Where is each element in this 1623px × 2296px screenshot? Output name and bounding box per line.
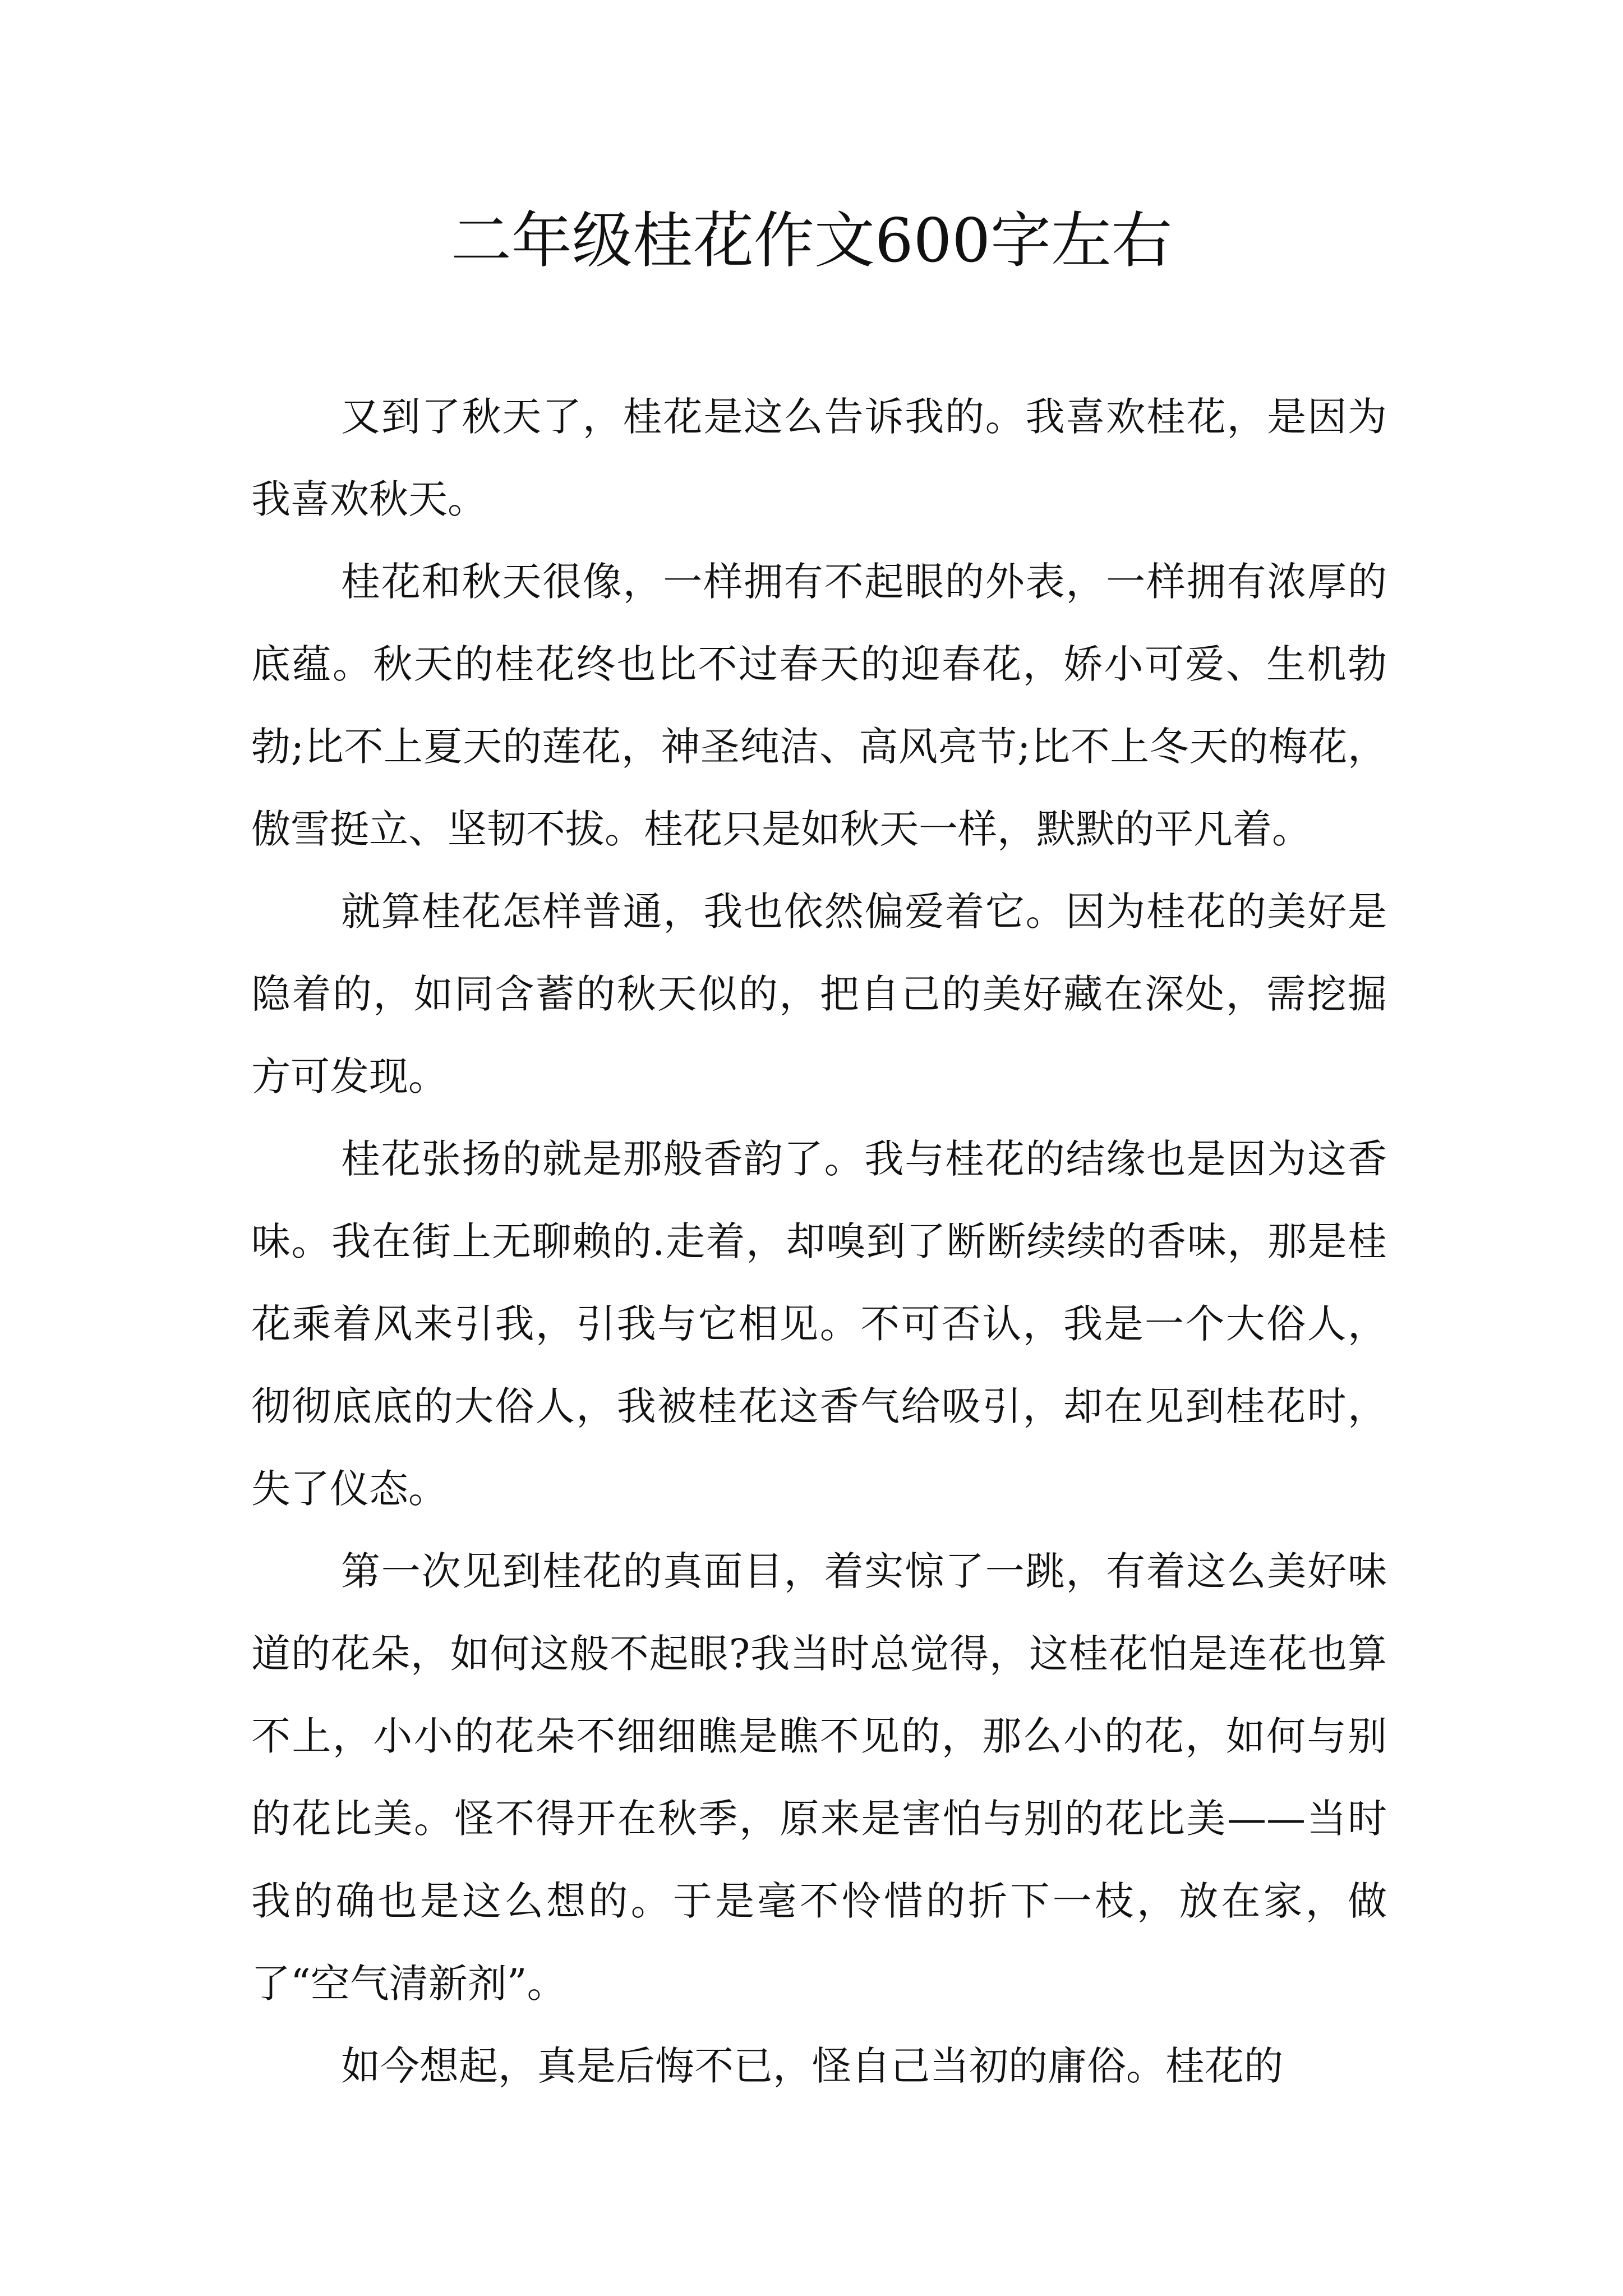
paragraph: 又到了秋天了，桂花是这么告诉我的。我喜欢桂花，是因为我喜欢秋天。 — [251, 394, 1387, 522]
paragraph: 就算桂花怎样普通，我也依然偏爱着它。因为桂花的美好是隐着的，如同含蓄的秋天似的，把自己的美好藏在深处，需挖掘方可发现。 — [251, 889, 1387, 1099]
document-body — [251, 376, 1387, 2108]
paragraph: 如今想起，真是后悔不已，怪自己当初的庸俗。桂花的 — [341, 2043, 1283, 2089]
paragraph: 第一次见到桂花的真面目，着实惊了一跳，有着这么美好味道的花朵，如何这般不起眼?我当时总觉得，这桂花怕是连花也算不上，小小的花朵不细细瞧是瞧不见的，那么小的花，如何与别的花比美。怪不得开在秋季，原来是害怕与别的花比美——当时我的确也是这么想的。于是毫不怜惜的折下一枝，放在家，做了“空气清新剂”。 — [251, 1548, 1387, 2007]
paragraph: 桂花和秋天很像，一样拥有不起眼的外表，一样拥有浓厚的底蕴。秋天的桂花终也比不过春天的迎春花，娇小可爱、生机勃勃;比不上夏天的莲花，神圣纯洁、高风亮节;比不上冬天的梅花，傲雪挺立、坚韧不拔。桂花只是如秋天一样，默默的平凡着。 — [251, 559, 1387, 852]
paragraph: 桂花张扬的就是那般香韵了。我与桂花的结缘也是因为这香味。我在街上无聊赖的.走着，却嗅到了断断续续的香味，那是桂花乘着风来引我，引我与它相见。不可否认，我是一个大俗人，彻彻底底的大俗人，我被桂花这香气给吸引，却在见到桂花时，失了仪态。 — [251, 1136, 1387, 1512]
document-title: 二年级桂花作文600字左右 — [450, 206, 1173, 276]
